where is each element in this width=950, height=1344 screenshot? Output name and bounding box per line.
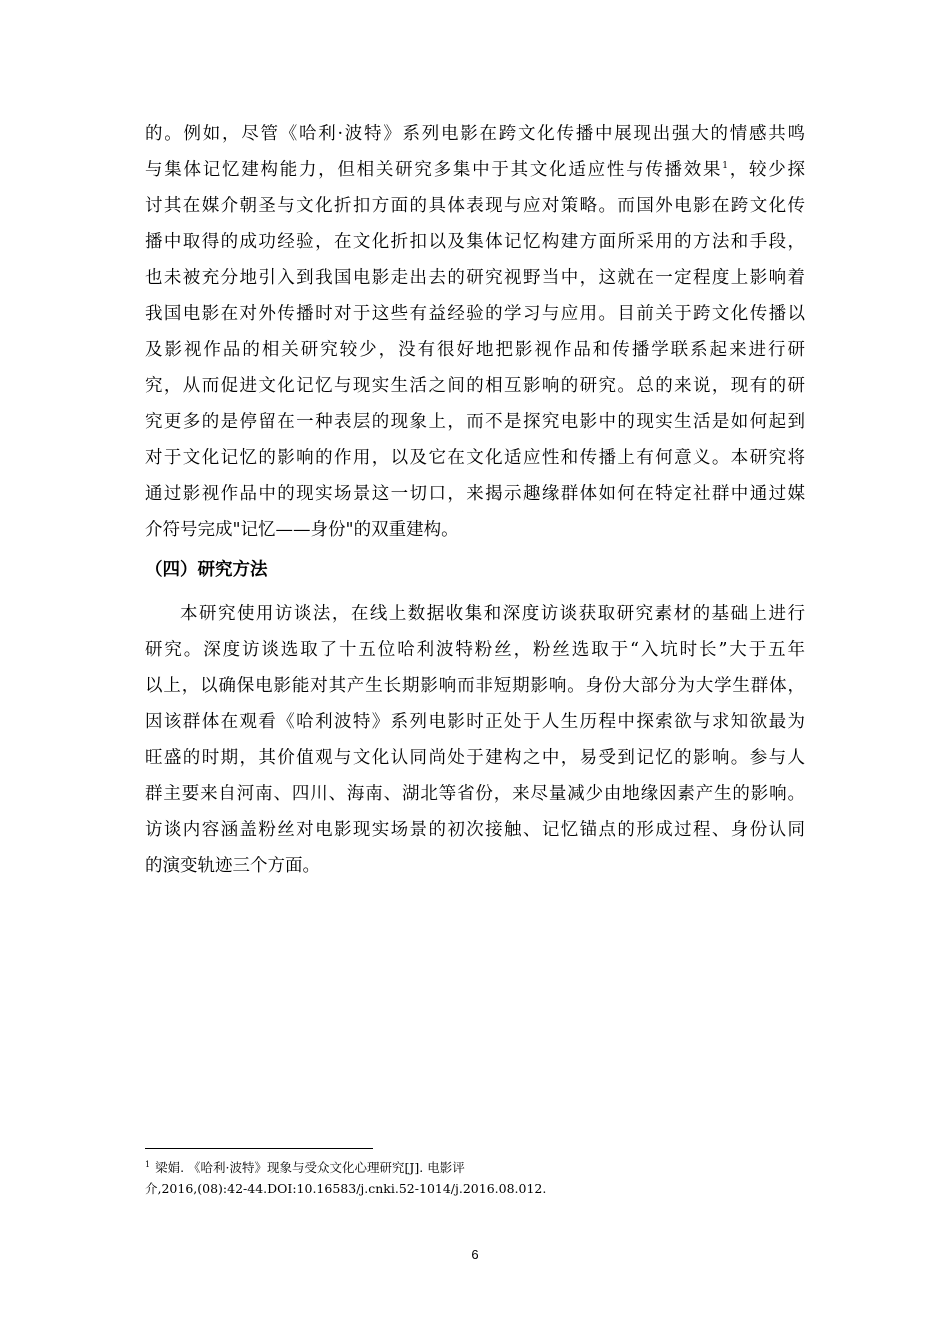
section-heading: （四）研究方法 — [145, 560, 268, 580]
text-line: 讨其在媒介朝圣与文化折扣方面的具体表现与应对策略。而国外电影在跨文化传 — [145, 196, 805, 216]
text-line: 群主要来自河南、四川、海南、湖北等省份，来尽量减少由地缘因素产生的影响。 — [145, 784, 805, 804]
text-line: 的演变轨迹三个方面。 — [145, 856, 320, 876]
footnote-text: 梁娟. 《哈利·波特》现象与受众文化心理研究[J]. 电影评 — [155, 1160, 465, 1175]
text-line: 也未被充分地引入到我国电影走出去的研究视野当中，这就在一定程度上影响着 — [145, 268, 805, 288]
footnote-line — [145, 1158, 465, 1178]
footnote-line: 介,2016,(08):42-44.DOI:10.16583/j.cnki.52-1014/j.2016.08.012. — [145, 1181, 547, 1196]
page-number: 6 — [471, 1247, 479, 1262]
text-line: 及影视作品的相关研究较少，没有很好地把影视作品和传播学联系起来进行研 — [145, 340, 805, 360]
text-line: 因该群体在观看《哈利波特》系列电影时正处于人生历程中探索欲与求知欲最为 — [145, 712, 805, 732]
text-line: 究更多的是停留在一种表层的现象上，而不是探究电影中的现实生活是如何起到 — [145, 412, 805, 432]
text-line: 本研究使用访谈法，在线上数据收集和深度访谈获取研究素材的基础上进行 — [180, 604, 805, 624]
text-line: 的。例如，尽管《哈利·波特》系列电影在跨文化传播中展现出强大的情感共鸣 — [145, 124, 805, 144]
text-line: 研究。深度访谈选取了十五位哈利波特粉丝，粉丝选取于“入坑时长”大于五年 — [145, 640, 805, 660]
text-line — [145, 152, 805, 188]
text-segment: ，较少探 — [728, 160, 806, 180]
text-line: 播中取得的成功经验，在文化折扣以及集体记忆构建方面所采用的方法和手段， — [145, 232, 805, 252]
footnote-marker: 1 — [145, 1159, 151, 1169]
text-line: 介符号完成"记忆——身份"的双重建构。 — [145, 520, 459, 540]
text-line: 旺盛的时期，其价值观与文化认同尚处于建构之中，易受到记忆的影响。参与人 — [145, 748, 805, 768]
text-line: 以上，以确保电影能对其产生长期影响而非短期影响。身份大部分为大学生群体， — [145, 676, 805, 696]
text-line: 我国电影在对外传播时对于这些有益经验的学习与应用。目前关于跨文化传播以 — [145, 304, 805, 324]
text-segment: 与集体记忆建构能力，但相关研究多集中于其文化适应性与传播效果 — [145, 160, 723, 180]
text-line: 究，从而促进文化记忆与现实生活之间的相互影响的研究。总的来说，现有的研 — [145, 376, 805, 396]
footnote-separator — [145, 1148, 373, 1149]
text-line: 对于文化记忆的影响的作用，以及它在文化适应性和传播上有何意义。本研究将 — [145, 448, 805, 468]
text-line: 访谈内容涵盖粉丝对电影现实场景的初次接触、记忆锚点的形成过程、身份认同 — [145, 820, 805, 840]
text-line: 通过影视作品中的现实场景这一切口，来揭示趣缘群体如何在特定社群中通过媒 — [145, 484, 805, 504]
footnote-reference[interactable]: 1 — [722, 161, 729, 172]
